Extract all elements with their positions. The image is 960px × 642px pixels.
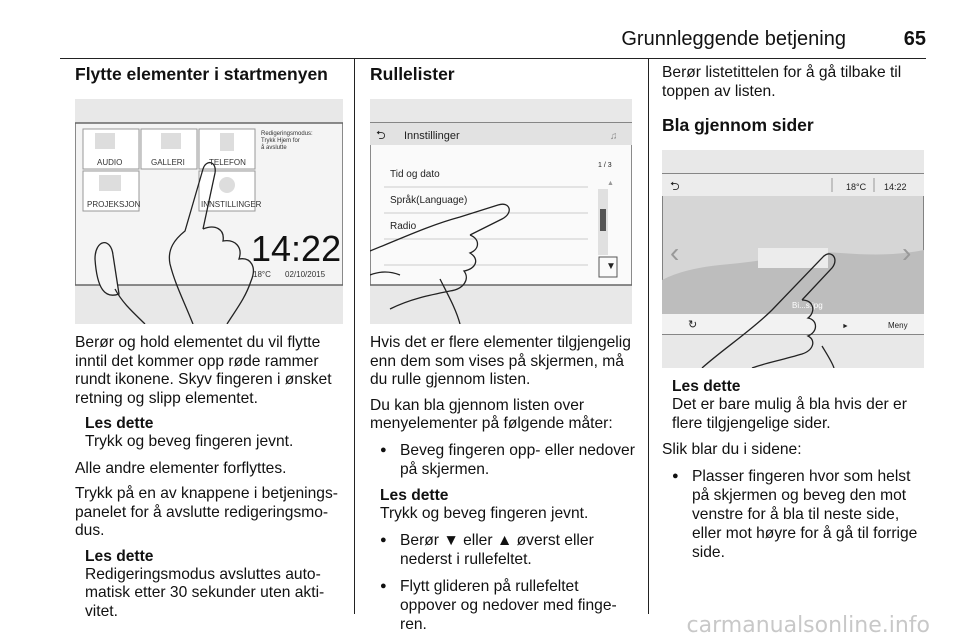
- paragraph: Slik blar du i sidene:: [662, 441, 802, 458]
- paragraph: Berør listetittelen for å gå tilbake til toppen av listen.: [662, 64, 902, 100]
- list-title[interactable]: Innstillinger: [404, 130, 460, 142]
- music-note-icon: ♫: [610, 131, 618, 142]
- bullet-list: [370, 441, 636, 479]
- back-arrow-icon[interactable]: ⮌: [376, 128, 386, 142]
- bullet-item: ● Beveg fingeren opp- eller nedover på skjermen.: [370, 441, 636, 479]
- note-title: Les dette: [85, 547, 154, 565]
- note-text: Det er bare mulig å bla hvis der er flere tilgjengelige sider.: [672, 396, 907, 432]
- page-header: [60, 28, 926, 56]
- bullet-item: ● Flytt glideren på rullefeltet oppover og nedover med finge-ren.: [370, 577, 636, 634]
- scroll-down-button[interactable]: ▼: [606, 261, 616, 272]
- column-2: [370, 64, 636, 642]
- column-divider-1: [354, 58, 355, 614]
- edit-mode-hint-1: Redigeringsmodus:: [261, 131, 313, 137]
- clock: 14:22: [251, 228, 342, 269]
- paragraph: Alle andre elementer forflyttes.: [75, 459, 287, 477]
- previous-page-icon[interactable]: ‹: [670, 237, 680, 268]
- page-number: 65: [903, 28, 926, 50]
- temperature: 18°C: [253, 270, 271, 279]
- list-item[interactable]: Språk(Language): [390, 195, 468, 206]
- list-item[interactable]: Radio: [390, 221, 417, 232]
- note: [672, 378, 928, 433]
- tile-telefon[interactable]: TELEFON: [209, 158, 246, 167]
- bullet-item: ● Plasser fingeren hvor som helst på skjermen og beveg den mot venstre for å bla til neste side, eller mot høyre for å gå til forrige side.: [662, 467, 928, 562]
- bullet-list: [370, 531, 636, 634]
- page-browse-figure: [662, 150, 924, 368]
- next-page-icon[interactable]: ›: [902, 237, 912, 268]
- date: 02/10/2015: [285, 270, 326, 279]
- note-title: Les dette: [380, 486, 449, 504]
- header-title: Grunnleggende betjening: [621, 28, 846, 50]
- edit-mode-hint-3: å avslutte: [261, 145, 287, 151]
- note-text: Trykk og beveg fingeren jevnt.: [85, 433, 294, 450]
- section-heading: Bla gjennom sider: [662, 115, 814, 135]
- paragraph: Berør og hold elementet du vil flytte inntil det kommer opp røde rammer rundt ikonene. Skyv fingeren i ønsket retning og slipp elementet.: [75, 334, 332, 407]
- note: [380, 487, 636, 524]
- note-text: Trykk og beveg fingeren jevnt.: [380, 504, 589, 522]
- tile-projeksjon[interactable]: PROJEKSJON: [87, 200, 141, 209]
- scroll-up-button[interactable]: ▲: [607, 180, 614, 187]
- note-title: Les dette: [672, 378, 741, 395]
- image-caption-box: [758, 248, 828, 268]
- bullet-item: ● Berør ▼ eller ▲ øverst eller nederst i rullefeltet.: [370, 531, 636, 569]
- rotate-icon[interactable]: ↻: [688, 319, 698, 331]
- column-3: [662, 64, 928, 570]
- back-arrow-icon[interactable]: ⮌: [670, 179, 680, 193]
- tile-galleri[interactable]: GALLERI: [151, 158, 185, 167]
- menu-button[interactable]: Meny: [888, 321, 908, 330]
- image-filename: Bi...s.jpg: [792, 301, 823, 310]
- watermark: carmanualsonline.info: [686, 613, 930, 638]
- tile-audio[interactable]: AUDIO: [97, 158, 123, 167]
- section-heading: Rullelister: [370, 64, 455, 84]
- paragraph: Hvis det er flere elementer tilgjengelig enn dem som vises på skjermen, må du rulle gjennom listen.: [370, 334, 631, 388]
- temperature: 18°C: [846, 182, 867, 192]
- bullet-list: [662, 467, 928, 562]
- scrollbar-thumb[interactable]: [600, 209, 606, 231]
- list-item[interactable]: Tid og dato: [390, 169, 440, 180]
- column-divider-2: [648, 58, 649, 614]
- note-title: Les dette: [85, 415, 154, 432]
- page-counter: 1 / 3: [598, 162, 612, 169]
- paragraph: Du kan bla gjennom listen over menyelementer på følgende måter:: [370, 396, 613, 432]
- tile-innstillinger[interactable]: INNSTILLINGER: [201, 200, 262, 209]
- note: [85, 415, 347, 452]
- edit-mode-hint-2: Trykk Hjem for: [261, 138, 300, 144]
- column-1: [75, 64, 347, 629]
- scroll-list-figure: [370, 99, 632, 324]
- clock: 14:22: [884, 182, 907, 192]
- section-heading: Flytte elementer i startmenyen: [75, 64, 328, 84]
- header-rule: [60, 58, 926, 59]
- note: [85, 548, 347, 622]
- note-text: Redigeringsmodus avsluttes auto-matisk etter 30 sekunder uten akti-vitet.: [85, 565, 325, 620]
- home-screen-figure: [75, 99, 343, 324]
- paragraph: Trykk på en av knappene i betjenings-panelet for å avslutte redigeringsmo-dus.: [75, 485, 338, 539]
- play-icon[interactable]: ►: [842, 323, 849, 330]
